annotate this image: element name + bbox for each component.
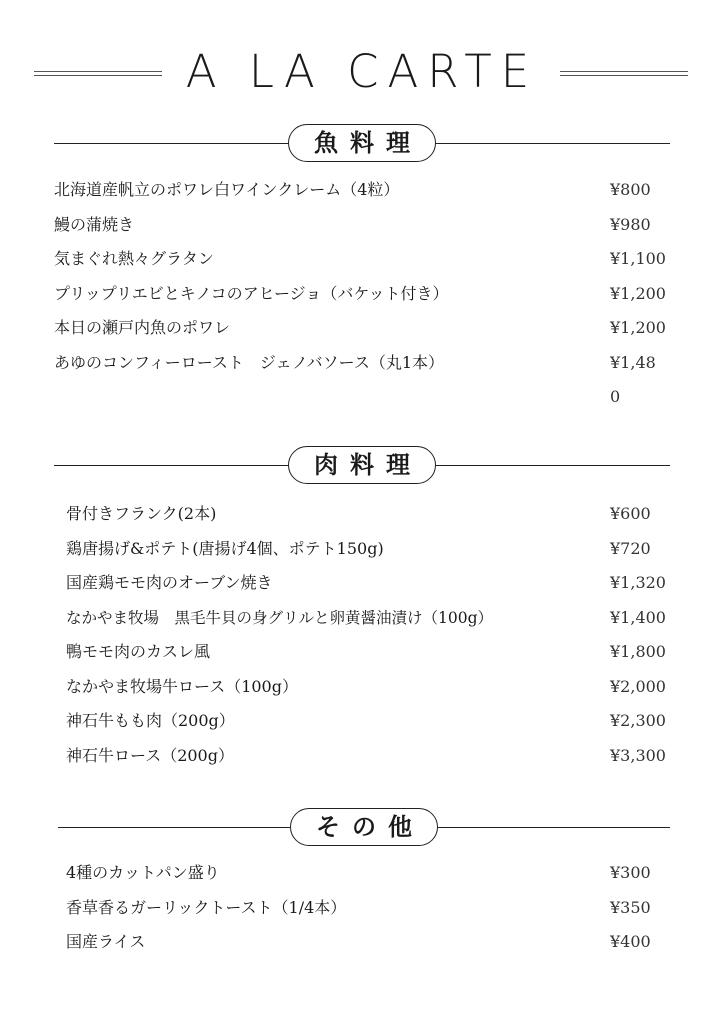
menu-item-name: なかやま牧場牛ロース（100g） bbox=[66, 677, 298, 696]
menu-item-name: 気まぐれ熱々グラタン bbox=[54, 249, 214, 268]
section-header bbox=[0, 444, 724, 488]
menu-item-name: 鶏唐揚げ&ポテト(唐揚げ4個、ポテト150g) bbox=[66, 539, 384, 558]
menu-item-name: 北海道産帆立のポワレ白ワインクレーム（4粒） bbox=[54, 180, 400, 199]
menu-item-price: ¥400 bbox=[610, 932, 651, 951]
menu-item-name: 香草香るガーリックトースト（1/4本） bbox=[66, 898, 347, 917]
section-others bbox=[0, 806, 724, 976]
section-heading: 魚料理 bbox=[288, 124, 436, 162]
menu-item-name: あゆのコンフィーロースト ジェノバソース（丸1本） bbox=[54, 353, 445, 372]
menu-item-name: 本日の瀬戸内魚のポワレ bbox=[54, 318, 231, 337]
menu-item-price: ¥800 bbox=[610, 180, 651, 199]
menu-item-name: プリップリエビとキノコのアヒージョ（バケット付き） bbox=[54, 284, 449, 303]
menu-item-name: 国産ライス bbox=[66, 932, 146, 951]
menu-item-name: 4種のカットパン盛り bbox=[66, 863, 220, 882]
section-heading: その他 bbox=[290, 808, 438, 846]
section-fish bbox=[0, 122, 724, 422]
menu-item-price: ¥1,320 bbox=[610, 573, 666, 592]
menu-item-price: ¥720 bbox=[610, 539, 651, 558]
menu-item-price: ¥3,300 bbox=[610, 746, 666, 765]
menu-item-price: ¥1,800 bbox=[610, 642, 666, 661]
menu-item-price: ¥2,000 bbox=[610, 677, 666, 696]
page-title: A LA CARTE bbox=[185, 45, 539, 98]
menu-item-price: ¥1,200 bbox=[610, 284, 666, 303]
menu-item-name: 神石牛ロース（200g） bbox=[66, 746, 234, 765]
menu-item-name: 鰻の蒲焼き bbox=[54, 215, 135, 234]
menu-item-price: ¥980 bbox=[610, 215, 651, 234]
section-meat bbox=[0, 444, 724, 784]
menu-item-price: ¥1,400 bbox=[610, 608, 666, 627]
menu-item-name: なかやま牧場 黒毛牛貝の身グリルと卵黄醤油漬け（100g） bbox=[66, 609, 494, 627]
section-heading: 肉料理 bbox=[288, 446, 436, 484]
menu-item-price: ¥1,200 bbox=[610, 318, 666, 337]
menu-item-price-wrap: 0 bbox=[610, 387, 621, 406]
menu-item-name: 骨付きフランク(2本) bbox=[66, 504, 217, 523]
menu-header bbox=[0, 44, 724, 100]
menu-item-price: ¥1,48 bbox=[610, 353, 656, 372]
menu-item-name: 神石牛もも肉（200g） bbox=[66, 711, 235, 730]
menu-item-name: 鴨モモ肉のカスレ風 bbox=[66, 642, 211, 661]
menu-item-price: ¥2,300 bbox=[610, 711, 666, 730]
section-header bbox=[0, 122, 724, 166]
menu-item-price: ¥1,100 bbox=[610, 249, 666, 268]
menu-item-price: ¥600 bbox=[610, 504, 651, 523]
menu-item-price: ¥300 bbox=[610, 863, 651, 882]
title-rule-right bbox=[560, 71, 688, 76]
section-header bbox=[0, 806, 724, 850]
menu-item-name: 国産鶏モモ肉のオーブン焼き bbox=[66, 573, 273, 592]
menu-item-price: ¥350 bbox=[610, 898, 651, 917]
